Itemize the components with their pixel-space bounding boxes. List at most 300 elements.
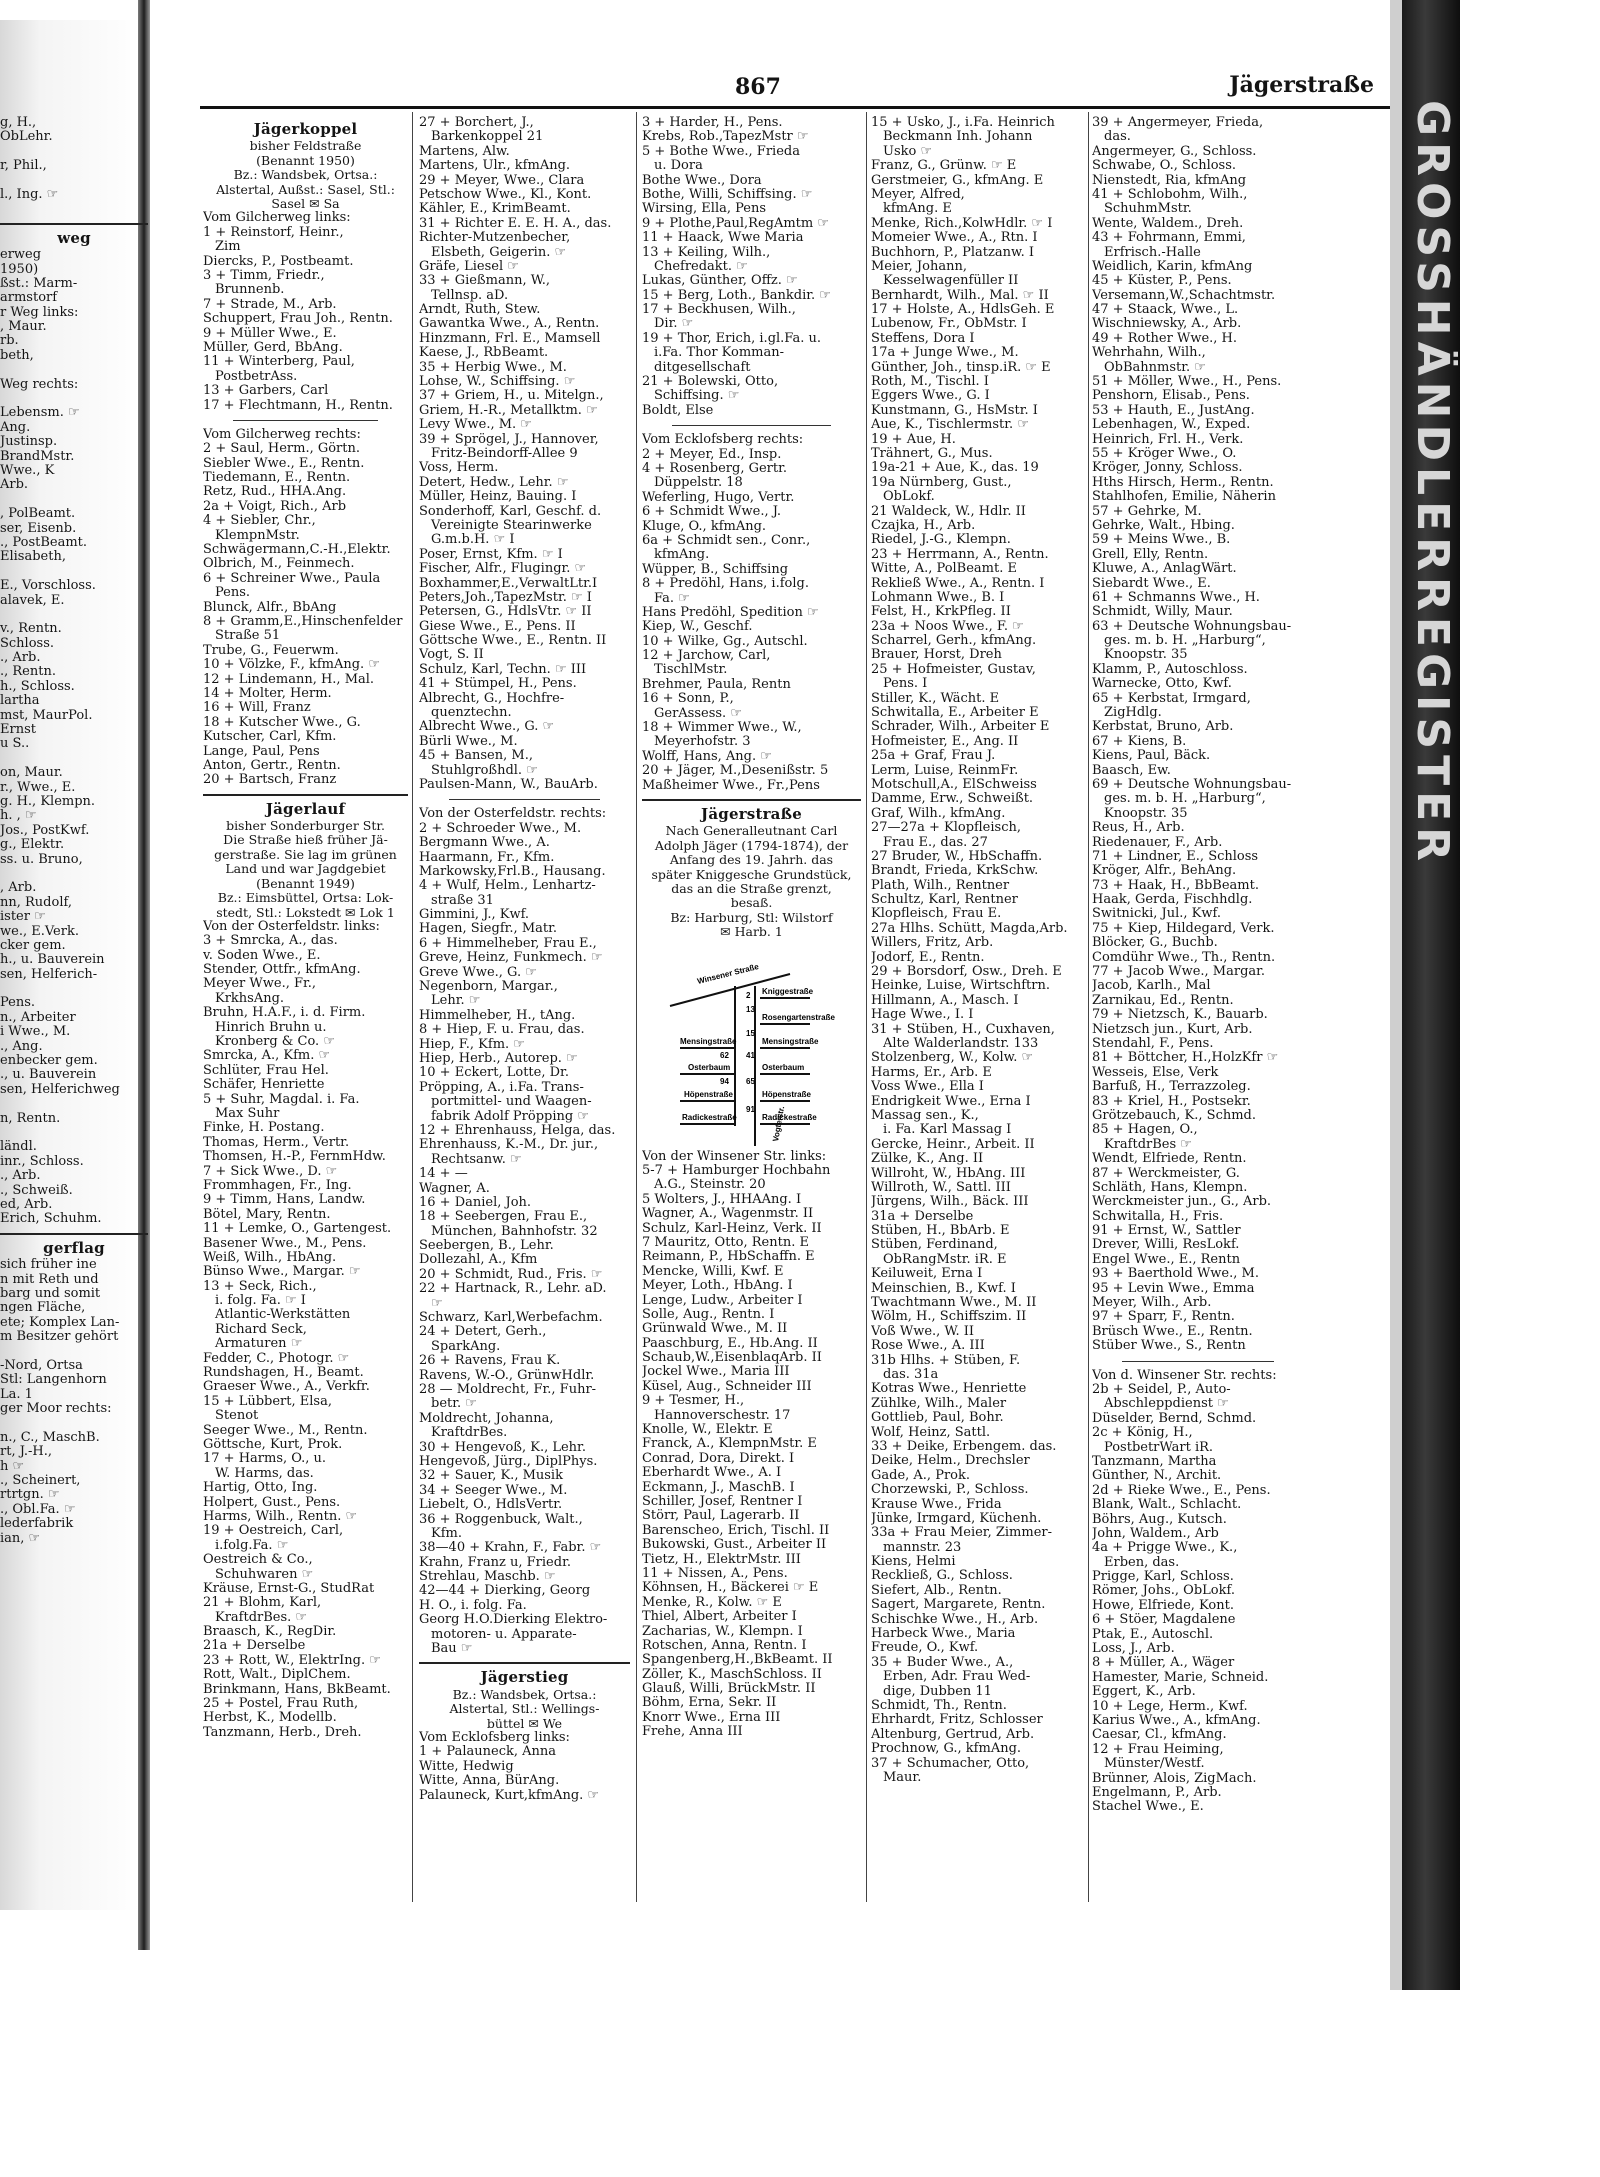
directory-entry: 19a-21 + Aue, K., das. 19 xyxy=(871,461,1039,476)
entry-continuation: i. Fa. Karl Massag I xyxy=(883,1123,1012,1138)
directory-entry: Bruhn, H.A.F., i. d. Firm. xyxy=(203,1006,366,1021)
directory-entry: 93 + Baerthold Wwe., M. xyxy=(1092,1267,1259,1282)
entry-continuation: ObLokf. xyxy=(883,490,935,505)
entry-continuation: Zim xyxy=(215,240,241,255)
directory-entry: Hiep, Herb., Autorep. ☞ xyxy=(419,1052,578,1066)
column-4 xyxy=(871,116,1091,1916)
directory-entry: Günther, Joh., tinsp.iR. ☞ E xyxy=(871,360,1051,375)
column-2 xyxy=(419,116,630,1916)
directory-entry: Reus, H., Arb. xyxy=(1092,821,1185,836)
directory-entry: E., Vorschloss. xyxy=(0,579,96,594)
directory-entry: Pens. xyxy=(0,996,36,1011)
directory-entry: 9 + Plothe,Paul,RegAmtm ☞ xyxy=(642,216,830,231)
directory-entry: Harms, Er., Arb. E xyxy=(871,1065,992,1080)
entry-continuation: Straße 51 xyxy=(215,629,281,644)
directory-entry: Von der Winsener Str. links: xyxy=(642,1149,827,1164)
directory-entry: 14 + Molter, Herm. xyxy=(203,686,332,701)
directory-entry: 24 + Detert, Gerh., xyxy=(419,1325,547,1340)
directory-entry: ser, Eisenb. xyxy=(0,521,77,536)
directory-entry: 22 + Hartnack, R., Lehr. aD. xyxy=(419,1282,607,1297)
directory-entry: Müller, Heinz, Bauing. I xyxy=(419,490,577,505)
directory-entry: 73 + Haak, H., BbBeamt. xyxy=(1092,878,1259,893)
entry-continuation: München, Bahnhofstr. 32 xyxy=(431,1224,598,1239)
entry-continuation: Knoopstr. 35 xyxy=(1104,648,1188,663)
entry-continuation: Abschleppdienst ☞ xyxy=(1104,1397,1229,1412)
directory-entry: Richter-Mutzenbecher, xyxy=(419,231,571,246)
directory-entry: 59 + Meins Wwe., B. xyxy=(1092,533,1231,548)
directory-entry: Tiedemann, E., Rentn. xyxy=(203,471,351,486)
directory-entry: Hofmeister, E., Ang. II xyxy=(871,734,1019,749)
directory-entry: Wolf, Heinz, Sattl. xyxy=(871,1425,991,1440)
directory-entry: ss. u. Bruno, xyxy=(0,852,83,867)
map-label: Mensingstraße xyxy=(762,1036,819,1046)
directory-entry: 27 Bruder, W., HbSchaffn. xyxy=(871,849,1043,864)
directory-entry: 15 + Usko, J., i.Fa. Heinrich xyxy=(871,116,1055,130)
street-info-line: gerstraße. Sie lag im grünen xyxy=(214,846,397,862)
header-rule xyxy=(200,106,1390,109)
directory-entry: Bünso Wwe., Margar. ☞ xyxy=(203,1265,361,1280)
directory-entry: Meier, Johann, xyxy=(871,259,967,274)
directory-entry xyxy=(0,392,148,406)
directory-entry: 10 + Lege, Herm., Kwf. xyxy=(1092,1699,1248,1714)
directory-entry: Schwitalla, H., Fris. xyxy=(1092,1209,1224,1224)
directory-entry: Trähnert, G., Mus. xyxy=(871,446,993,461)
directory-entry: Martens, Ulr., kfmAng. xyxy=(419,159,571,174)
directory-entry: Greve Wwe., G. ☞ xyxy=(419,965,537,980)
directory-entry: v., Rentn. xyxy=(0,622,62,637)
directory-entry: Gimmini, J., Kwf. xyxy=(419,908,530,923)
directory-entry: Grell, Elly, Rentn. xyxy=(1092,547,1209,562)
directory-entry: 83 + Kriel, H., Postsekr. xyxy=(1092,1094,1251,1109)
column-5 xyxy=(1092,116,1304,1916)
directory-entry: 6 + Schmidt Wwe., J. xyxy=(642,505,782,520)
street-info-line: Anfang des 19. Jahrh. das xyxy=(669,852,834,868)
directory-entry: 6 + Himmelheber, Frau E., xyxy=(419,936,597,951)
entry-continuation: Stenot xyxy=(215,1409,259,1424)
directory-entry: Solle, Aug., Rentn. I xyxy=(642,1307,775,1322)
directory-entry: Bernhardt, Wilh., Mal. ☞ II xyxy=(871,288,1049,303)
entry-continuation: Bau ☞ xyxy=(431,1642,473,1657)
directory-entry: Kaese, J., RbBeamt. xyxy=(419,346,549,361)
directory-entry: 23 + Herrmann, A., Rentn. xyxy=(871,547,1049,562)
directory-entry: Knorr Wwe., Erna III xyxy=(642,1710,781,1725)
directory-entry: Lohse, W., Schiffsing. ☞ xyxy=(419,375,576,390)
directory-entry: Kiens, Paul, Bäck. xyxy=(1092,749,1211,764)
street-info-line: Bz.: Eimsbüttel, Ortsa: Lok- xyxy=(217,890,394,906)
directory-entry: Keiluweit, Erna I xyxy=(871,1267,983,1282)
entry-continuation: Hinrich Bruhn u. xyxy=(215,1020,327,1035)
directory-entry: Howe, Elfriede, Kont. xyxy=(1092,1598,1234,1613)
directory-entry: ., Arb. xyxy=(0,651,41,666)
directory-entry: Werckmeister jun., G., Arb. xyxy=(1092,1195,1272,1210)
directory-entry: rb. xyxy=(0,334,19,349)
directory-entry: 2 + Schroeder Wwe., M. xyxy=(419,821,582,836)
entry-continuation: ☞ xyxy=(431,1296,443,1311)
directory-entry: Hartig, Otto, Ing. xyxy=(203,1481,318,1496)
directory-entry: Schischke Wwe., H., Arb. xyxy=(871,1612,1039,1627)
directory-entry: Rose Wwe., A. III xyxy=(871,1339,985,1354)
directory-entry: Lukas, Günther, Offz. ☞ xyxy=(642,274,798,289)
directory-entry xyxy=(0,867,148,881)
entry-continuation: straße 31 xyxy=(431,893,494,908)
directory-entry: Rott, Walt., DiplChem. xyxy=(203,1668,351,1683)
directory-entry: 33 + Gießmann, W., xyxy=(419,274,551,289)
entry-continuation: ObBahnmstr. ☞ xyxy=(1104,360,1206,375)
directory-entry: Rekließ Wwe., A., Rentn. I xyxy=(871,576,1045,591)
directory-entry: Freude, O., Kwf. xyxy=(871,1641,979,1656)
directory-entry: Zacharias, W., Klempn. I xyxy=(642,1624,803,1639)
directory-entry: Jockel Wwe., Maria III xyxy=(642,1365,790,1380)
directory-entry: Brehmer, Paula, Rentn xyxy=(642,677,791,692)
directory-entry: Gawantka Wwe., A., Rentn. xyxy=(419,317,600,332)
directory-entry: Heinrich, Frl. H., Verk. xyxy=(1092,432,1244,447)
directory-entry: 18 + Wimmer Wwe., W., xyxy=(642,721,802,736)
directory-entry: Penshorn, Elisab., Pens. xyxy=(1092,389,1250,404)
directory-entry: Hage Wwe., I. I xyxy=(871,1008,974,1023)
directory-entry: Harms, Wilh., Rentn. ☞ xyxy=(203,1509,358,1524)
directory-entry: Diercks, P., Postbeamt. xyxy=(203,254,354,269)
directory-entry: 7 + Strade, M., Arb. xyxy=(203,297,337,312)
directory-entry: 31 + Richter E. E. H. A., das. xyxy=(419,216,612,231)
directory-entry: Wüpper, B., Schiffsing xyxy=(642,562,789,577)
entry-continuation: PostbetrAss. xyxy=(215,369,298,384)
directory-entry: 25 + Postel, Frau Ruth, xyxy=(203,1697,359,1712)
directory-entry: Von d. Winsener Str. rechts: xyxy=(1092,1368,1277,1383)
directory-entry: Bötel, Mary, Rentn. xyxy=(203,1207,331,1222)
directory-entry: Drever, Willi, ResLokf. xyxy=(1092,1238,1240,1253)
directory-entry: Gottlieb, Paul, Bohr. xyxy=(871,1411,1004,1426)
entry-continuation: betr. ☞ xyxy=(431,1397,477,1412)
directory-entry: beth, xyxy=(0,348,34,363)
directory-entry: Versemann,W.,Schachtmstr. xyxy=(1092,288,1276,303)
map-label: Vogteistr. xyxy=(771,1105,787,1142)
directory-entry: Schiller, Josef, Rentner I xyxy=(642,1495,803,1509)
directory-entry: Jacob, Karlh., Mal xyxy=(1092,979,1211,994)
directory-entry: Franz, G., Grünw. ☞ E xyxy=(871,159,1017,174)
directory-entry: sen, Helferichweg xyxy=(0,1082,120,1097)
directory-entry: , PolBeamt. xyxy=(0,507,76,522)
directory-entry: Blöcker, G., Buchb. xyxy=(1092,936,1218,951)
section-rule xyxy=(449,799,600,800)
directory-entry: 19 + Thor, Erich, i.gl.Fa. u. xyxy=(642,331,821,346)
entry-continuation: KlempnMstr. xyxy=(215,528,300,543)
directory-entry: lederfabrik xyxy=(0,1517,74,1532)
directory-entry: Detert, Hedw., Lehr. ☞ xyxy=(419,475,569,490)
directory-entry: m Besitzer gehört xyxy=(0,1330,119,1345)
directory-entry: Lohmann Wwe., B. I xyxy=(871,590,1005,605)
entry-continuation: Beckmann Inh. Johann xyxy=(883,130,1033,145)
directory-entry: 28 — Moldrecht, Fr., Fuhr- xyxy=(419,1382,597,1397)
directory-entry: ister ☞ xyxy=(0,910,46,925)
directory-entry: 4 + Wulf, Helm., Lenhartz- xyxy=(419,879,596,894)
directory-entry: Wehrhahn, Wilh., xyxy=(1092,346,1206,361)
directory-entry: 27a Hlhs. Schütt, Magda,Arb. xyxy=(871,921,1068,936)
directory-entry: barg und somit xyxy=(0,1286,101,1301)
directory-entry: Loss, J., Arb. xyxy=(1092,1642,1175,1657)
entry-continuation: fabrik Adolf Pröpping ☞ xyxy=(431,1109,589,1124)
directory-entry: 1 + Palauneck, Anna xyxy=(419,1745,556,1760)
directory-entry: Menke, R., Kolw. ☞ E xyxy=(642,1595,782,1610)
directory-entry: alavek, E. xyxy=(0,593,65,608)
directory-entry: Karius Wwe., A., kfmAng. xyxy=(1092,1713,1261,1728)
directory-entry: Günther, N., Archit. xyxy=(1092,1469,1222,1484)
directory-entry: n., C., MaschB. xyxy=(0,1430,100,1445)
entry-continuation: SparkAng. xyxy=(431,1339,501,1354)
directory-entry: Ptak, E., Autoschl. xyxy=(1092,1627,1214,1642)
directory-entry: Göttsche, Kurt, Prok. xyxy=(203,1437,343,1452)
directory-entry: 97 + Sparr, F., Rentn. xyxy=(1092,1310,1235,1325)
directory-entry: Willroht, W., HbAng. III xyxy=(871,1166,1026,1181)
map-label: Höpenstraße xyxy=(684,1089,733,1099)
street-map xyxy=(660,946,860,1146)
column-facing-page xyxy=(0,116,148,1916)
directory-entry xyxy=(0,174,148,188)
street-heading: Jägerlauf xyxy=(265,799,346,818)
directory-entry: Göttsche Wwe., E., Rentn. II xyxy=(419,634,607,649)
directory-entry: 27 + Borchert, J., xyxy=(419,116,534,130)
directory-entry: Hagen, Siegfr., Matr. xyxy=(419,922,558,937)
directory-entry: 95 + Levin Wwe., Emma xyxy=(1092,1281,1255,1296)
entry-continuation: Erfrisch.-Halle xyxy=(1104,245,1201,260)
directory-entry: Moldrecht, Johanna, xyxy=(419,1411,554,1426)
directory-entry: Riedenauer, F., Arb. xyxy=(1092,835,1223,850)
map-label: Osterbaum xyxy=(762,1062,805,1072)
directory-entry: Stl: Langenhorn xyxy=(0,1373,107,1388)
directory-entry: Frehe, Anna III xyxy=(642,1725,743,1740)
directory-entry: r Weg links: xyxy=(0,305,79,320)
directory-entry: Schwägermann,C.-H.,Elektr. xyxy=(203,543,391,558)
directory-entry: Sonderhoff, Karl, Geschf. d. xyxy=(419,504,602,519)
directory-entry: Von der Osterfeldstr. links: xyxy=(203,919,380,934)
directory-entry: u S.. xyxy=(0,737,30,752)
directory-entry: Heinke, Luise, Wirtschftrn. xyxy=(871,979,1050,994)
directory-entry: 6 + Stöer, Magdalene xyxy=(1092,1613,1236,1628)
directory-entry: nn, Rudolf, xyxy=(0,895,72,910)
directory-entry: erweg xyxy=(0,248,42,263)
directory-entry: Himmelheber, H., tAng. xyxy=(419,1008,576,1023)
directory-entry: Kiens, Helmi xyxy=(871,1555,956,1570)
directory-entry: Kröger, Jonny, Schloss. xyxy=(1092,461,1243,476)
directory-entry: Jünke, Irmgard, Küchenh. xyxy=(871,1511,1042,1526)
entry-continuation: Hannoverschestr. 17 xyxy=(654,1408,791,1423)
entry-continuation: das. 31a xyxy=(883,1367,939,1382)
directory-entry: Störr, Paul, Lagerarb. II xyxy=(642,1509,800,1524)
directory-entry: 38—40 + Krahn, F., Fabr. ☞ xyxy=(419,1541,602,1556)
directory-entry xyxy=(0,1416,148,1430)
directory-entry: 16 + Will, Franz xyxy=(203,701,311,716)
street-info-line: Nach Generalleutnant Carl xyxy=(665,823,838,839)
directory-entry: 10 + Völzke, F., kfmAng. ☞ xyxy=(203,658,380,673)
directory-entry: Harbeck Wwe., Maria xyxy=(871,1627,1016,1642)
directory-entry: Prigge, Karl, Schloss. xyxy=(1092,1570,1234,1585)
directory-entry: 37 + Griem, H., u. Mitelgn., xyxy=(419,389,604,404)
directory-entry: Seebergen, B., Lehr. xyxy=(419,1239,554,1254)
directory-entry: Gerstmeier, G., kfmAng. E xyxy=(871,173,1044,188)
directory-entry: Brauer, Horst, Dreh xyxy=(871,648,1002,663)
directory-entry: 10 + Eckert, Lotte, Dr. xyxy=(419,1066,569,1081)
directory-entry: cker gem. xyxy=(0,938,66,953)
directory-entry: 47 + Staack, Wwe., L. xyxy=(1092,303,1239,318)
directory-entry: l., Ing. ☞ xyxy=(0,187,59,202)
directory-entry: h., Schloss. xyxy=(0,679,75,694)
directory-entry: Weg rechts: xyxy=(0,377,79,392)
entry-continuation: GerAssess. ☞ xyxy=(654,706,742,721)
directory-entry: Krebs, Rob.,TapezMstr ☞ xyxy=(642,130,809,145)
directory-entry: Scharrel, Gerh., kfmAng. xyxy=(871,634,1037,649)
street-info-line: (Benannt 1950) xyxy=(256,152,355,168)
directory-entry: 30 + Hengevoß, K., Lehr. xyxy=(419,1440,586,1455)
directory-entry: ., PostBeamt. xyxy=(0,535,88,550)
directory-entry: Braasch, K., RegDir. xyxy=(203,1625,337,1640)
directory-entry: 2d + Rieke Wwe., E., Pens. xyxy=(1092,1483,1271,1498)
directory-entry: Conrad, Dora, Direkt. I xyxy=(642,1451,795,1466)
directory-entry: 61 + Schmanns Wwe., H. xyxy=(1092,590,1260,605)
directory-entry: Aue, K., Tischlermstr. ☞ xyxy=(871,418,1029,433)
entry-continuation: i.folg.Fa. ☞ xyxy=(215,1538,289,1553)
directory-entry: Klamm, P., Autoschloss. xyxy=(1092,662,1248,677)
directory-entry: Jürgens, Wilh., Bäck. III xyxy=(871,1195,1029,1210)
directory-entry: ., Obl.Fa. ☞ xyxy=(0,1502,76,1517)
directory-entry: ObLehr. xyxy=(0,130,53,145)
directory-entry: Knolle, W., Elektr. E xyxy=(642,1423,773,1438)
directory-entry: Wolff, Hans, Ang. ☞ xyxy=(642,749,772,764)
directory-entry: Arb. xyxy=(0,478,29,493)
directory-entry: 20 + Schmidt, Rud., Fris. ☞ xyxy=(419,1267,603,1282)
entry-continuation: u. Dora xyxy=(654,159,703,174)
directory-entry: Blunck, Alfr., BbAng xyxy=(203,600,337,615)
page-number: 867 xyxy=(735,74,781,100)
street-info-line: Bz.: Wandsbek, Ortsa.: xyxy=(233,167,378,183)
directory-entry: 69 + Deutsche Wohnungsbau- xyxy=(1092,777,1292,792)
directory-entry: Schuppert, Frau Joh., Rentn. xyxy=(203,312,393,327)
directory-entry: Wente, Waldem., Dreh. xyxy=(1092,216,1244,231)
directory-entry: 34 + Seeger Wwe., M. xyxy=(419,1483,568,1498)
directory-entry: 71 + Lindner, E., Schloss xyxy=(1092,849,1259,864)
entry-continuation: Pens. xyxy=(215,586,251,601)
directory-entry: v. Soden Wwe., E. xyxy=(203,948,321,963)
map-label: Kniggestraße xyxy=(762,986,814,996)
directory-entry: 31 + Stüben, H., Cuxhaven, xyxy=(871,1022,1055,1037)
directory-entry: mst, MaurPol. xyxy=(0,708,93,723)
directory-entry: 51 + Möller, Wwe., H., Pens. xyxy=(1092,375,1282,390)
directory-entry: Deike, Helm., Drechsler xyxy=(871,1454,1030,1469)
entry-continuation: Vereinigte Stearinwerke xyxy=(431,518,592,533)
directory-entry: Wesseis, Else, Verk xyxy=(1092,1065,1219,1080)
directory-entry: Twachtmann Wwe., M. II xyxy=(871,1296,1037,1311)
directory-entry: Smrcka, A., Kfm. ☞ xyxy=(203,1049,331,1064)
map-label: Rosengartenstraße xyxy=(762,1012,835,1022)
entry-continuation: Usko ☞ xyxy=(883,144,933,159)
directory-entry: 42—44 + Dierking, Georg xyxy=(419,1584,591,1599)
directory-entry: 65 + Kerbstat, Irmgard, xyxy=(1092,691,1251,706)
directory-entry: 29 + Meyer, Wwe., Clara xyxy=(419,173,585,188)
entry-continuation: Dir. ☞ xyxy=(654,317,694,332)
directory-entry: 4a + Prigge Wwe., K., xyxy=(1092,1541,1238,1556)
directory-entry: Prochnow, G., kfmAng. xyxy=(871,1742,1022,1757)
directory-entry: Georg H.O.Dierking Elektro- xyxy=(419,1613,608,1628)
directory-entry: 3 + Smrcka, A., das. xyxy=(203,934,338,949)
directory-entry: Lebensm. ☞ xyxy=(0,406,80,421)
book-page-edge xyxy=(1390,0,1402,1990)
directory-entry: Willers, Fritz, Arb. xyxy=(871,936,994,951)
map-label: Mensingstraße xyxy=(680,1036,737,1046)
map-label: Osterbaum xyxy=(688,1062,731,1072)
entry-continuation: Kronberg & Co. ☞ xyxy=(215,1035,335,1050)
directory-entry: 6a + Schmidt sen., Conr., xyxy=(642,533,811,548)
street-heading: Jägerstieg xyxy=(480,1668,569,1687)
directory-entry: Erich, Schuhm. xyxy=(0,1212,102,1227)
directory-entry: 5 + Suhr, Magdal. i. Fa. xyxy=(203,1092,360,1107)
directory-entry: Albrecht Wwe., G. ☞ xyxy=(419,720,555,735)
directory-entry: Blank, Walt., Schlacht. xyxy=(1092,1498,1242,1513)
directory-entry: Ernst xyxy=(0,723,36,738)
directory-entry: Zülke, K., Ang. II xyxy=(871,1152,984,1167)
directory-entry: Paulsen-Mann, W., BauArb. xyxy=(419,777,598,792)
directory-entry: lartha xyxy=(0,694,40,709)
directory-entry: 31a + Derselbe xyxy=(871,1209,974,1224)
directory-entry: Hengevoß, Jürg., DiplPhys. xyxy=(419,1454,598,1469)
directory-entry: Thomas, Herm., Vertr. xyxy=(203,1135,350,1150)
directory-entry: Stüber Wwe., S., Rentn xyxy=(1092,1339,1246,1354)
directory-entry: inr., Schloss. xyxy=(0,1154,84,1169)
directory-entry: 17 + Holste, A., HdlsGeh. E xyxy=(871,303,1055,318)
column-divider xyxy=(636,112,637,1902)
directory-entry: Peters,Joh.,TapezMstr. ☞ I xyxy=(419,590,592,605)
directory-entry: 39 + Sprögel, J., Hannover, xyxy=(419,432,599,447)
directory-entry: Bothe Wwe., Dora xyxy=(642,173,762,188)
directory-entry: Wischniewsky, A., Arb. xyxy=(1092,317,1242,332)
directory-entry: 49 + Rother Wwe., H. xyxy=(1092,331,1237,346)
directory-entry: Negenborn, Margar., xyxy=(419,980,558,995)
directory-entry: 18 + Kutscher Wwe., G. xyxy=(203,715,361,730)
spine-text: GROSSHÄNDLERREGISTER xyxy=(1407,100,1458,868)
entry-continuation: Chefredakt. ☞ xyxy=(654,259,748,274)
directory-entry: Stender, Ottfr., kfmAng. xyxy=(203,963,361,978)
entry-continuation: Erben, das. xyxy=(1104,1555,1180,1570)
directory-entry: 1 + Reinstorf, Heinr., xyxy=(203,225,344,240)
entry-continuation: ditgesellschaft xyxy=(654,360,751,375)
directory-entry: 12 + Jarchow, Carl, xyxy=(642,649,771,664)
entry-continuation: W. Harms, das. xyxy=(215,1466,314,1481)
directory-entry: 17 + Harms, O., u. xyxy=(203,1452,327,1467)
directory-entry: 11 + Winterberg, Paul, xyxy=(203,355,355,370)
street-heading: weg xyxy=(57,228,91,247)
entry-continuation: KraftdrBes. ☞ xyxy=(215,1610,308,1625)
directory-entry: 15 + Berg, Loth., Bankdir. ☞ xyxy=(642,288,831,303)
directory-entry: r., Wwe., E. xyxy=(0,780,76,795)
directory-entry: Pröpping, A., i.Fa. Trans- xyxy=(419,1080,584,1095)
directory-entry: Kräuse, Ernst-G., StudRat xyxy=(203,1581,375,1596)
directory-entry: 6 + Schreiner Wwe., Paula xyxy=(203,571,381,586)
directory-entry: Frommhagen, Fr., Ing. xyxy=(203,1178,352,1193)
directory-entry: Graeser Wwe., A., Verkfr. xyxy=(203,1380,370,1395)
directory-entry: rt, J.-H., xyxy=(0,1445,53,1460)
directory-entry: on, Maur. xyxy=(0,766,63,781)
directory-entry: ländl. xyxy=(0,1140,37,1155)
directory-entry: Willroth, W., Sattl. III xyxy=(871,1180,1011,1195)
directory-entry: Gade, A., Prok. xyxy=(871,1468,970,1483)
directory-entry: Tanzmann, Herb., Dreh. xyxy=(203,1725,362,1740)
map-label: Radickestraße xyxy=(682,1112,737,1122)
directory-entry: Stahlhofen, Emilie, Näherin xyxy=(1092,490,1276,505)
directory-entry: Ravens, W.-O., GrünwHdlr. xyxy=(419,1368,595,1383)
directory-entry xyxy=(0,608,148,622)
directory-entry: Ehrenhauss, K.-M., Dr. jur., xyxy=(419,1138,599,1153)
directory-entry: Schwitalla, E., Arbeiter E xyxy=(871,706,1039,721)
directory-entry: ., Ang. xyxy=(0,1039,43,1054)
directory-entry: Boxhammer,E.,VerwaltLtr.I xyxy=(419,576,598,591)
directory-entry: Caesar, Cl., kfmAng. xyxy=(1092,1728,1227,1743)
